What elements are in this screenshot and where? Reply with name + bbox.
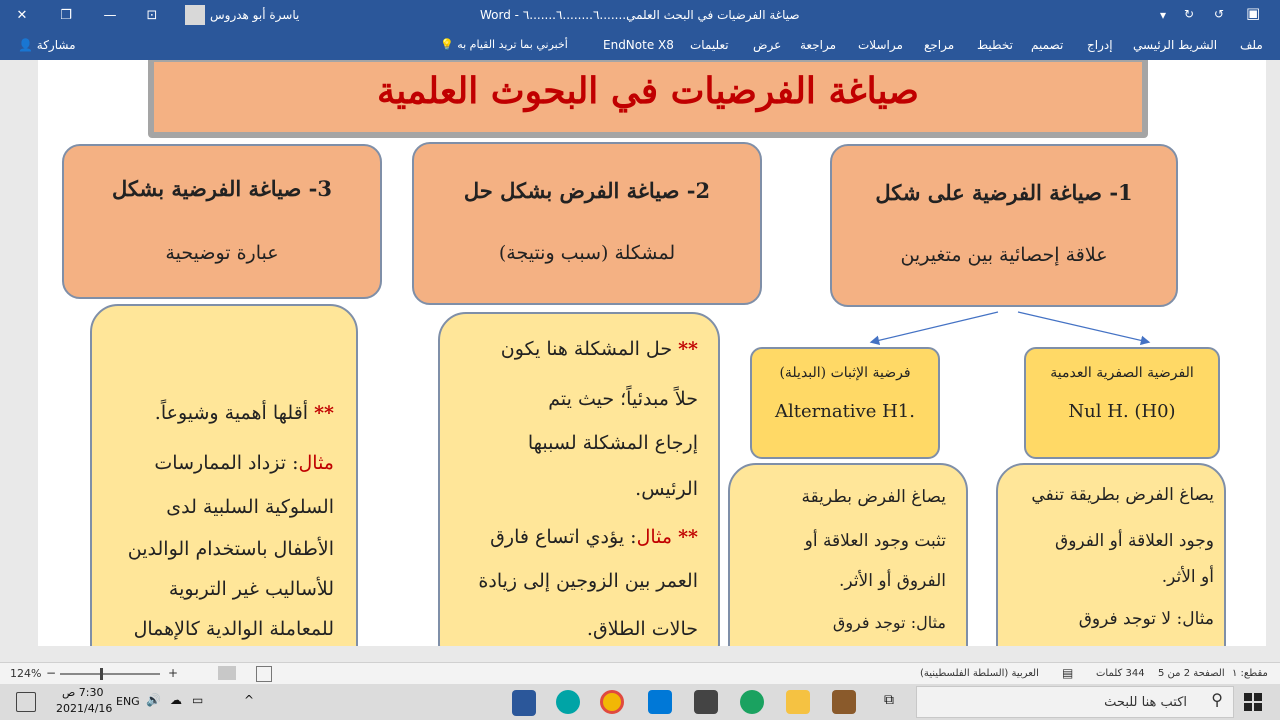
tab-view[interactable]: عرض [753,38,782,52]
read-mode-button[interactable] [256,666,272,682]
mid-stars: ** [678,338,698,360]
tab-references[interactable]: مراجع [924,38,955,52]
category-box-1 [830,144,1178,307]
title-banner [148,60,1148,138]
person-icon: 👤 [18,38,33,52]
file-explorer-app-icon[interactable] [786,690,810,714]
tab-endnote[interactable]: EndNote X8 [603,38,674,52]
save-icon[interactable]: ▣ [1246,4,1261,22]
mid-example-label: مثال [636,526,673,548]
battery-icon[interactable]: ▭ [192,693,204,707]
ribbon-tabs [0,30,1280,60]
section-indicator[interactable]: مقطع: ١ [1232,668,1268,679]
document-title: Word - صياغة الفرضيات في البحث العلمي.......٦........٦.......٦ [480,8,800,22]
system-tray-chevron-icon[interactable]: ^ [244,693,255,707]
clock-time[interactable]: 7:30 ص [62,686,104,699]
document-page[interactable] [38,60,1266,646]
null-description-line: وجود العلاقة أو الفروق [1055,531,1214,551]
page-title: صياغة الفرضيات في البحوث العلمية [376,70,919,112]
chrome-app-icon[interactable] [600,690,624,714]
null-hypothesis-english: Nul H. (H0) [1068,401,1176,422]
zoom-in-button[interactable]: + [168,666,179,680]
mid-example-stars: ** [678,526,698,548]
category-box-1-line1: 1- صياغة الفرضية على شكل [875,180,1133,205]
alt-description-line: مثال: توجد فروق [832,613,946,632]
alternative-description-box [728,463,968,646]
left-example-line: للأساليب غير التربوية [168,578,334,600]
tab-file[interactable]: ملف [1240,38,1263,52]
mid-line: حل المشكلة هنا يكون [500,338,673,360]
null-description-line: أو الأثر. [1161,567,1214,587]
edge-app-icon[interactable] [740,690,764,714]
zoom-level[interactable]: 124% [10,667,42,680]
null-hypothesis-arabic: الفرضية الصفرية العدمية [1050,365,1194,381]
redo-icon[interactable]: ↻ [1184,7,1195,21]
mid-example-line [490,526,698,548]
category-box-3 [62,144,382,299]
ribbon-display-options-button[interactable]: ⊡ [146,7,158,23]
mid-example-text: : يؤدي اتساع فارق [490,526,637,548]
mid-example-line: العمر بين الزوجين إلى زيادة [478,570,698,592]
word-app-icon[interactable] [512,690,536,716]
status-bar [0,662,1280,685]
mid-first-line [501,338,698,360]
cloud-icon[interactable]: ☁ [170,693,182,707]
share-button[interactable]: 👤 مشاركة [18,38,76,52]
zoom-slider-thumb[interactable] [100,668,103,680]
proofing-icon[interactable]: ▤ [1062,666,1074,680]
store-app-icon[interactable] [694,690,718,714]
category-box-2-line1: 2- صياغة الفرض بشكل حل [463,178,711,203]
taskbar-search-input[interactable]: اكتب هنا للبحث [1104,695,1187,710]
page-indicator[interactable]: الصفحة 2 من 5 [1158,668,1225,679]
start-button[interactable] [1244,693,1262,711]
undo-icon[interactable]: ↺ [1214,7,1225,21]
keyboard-language[interactable]: ENG [116,695,140,708]
minimize-button[interactable]: — [103,7,117,23]
category-box-3-line1: 3- صياغة الفرضية بشكل [111,176,333,201]
category-box-1-line2: علاقة إحصائية بين متغيرين [900,244,1108,266]
category-box-3-line2: عبارة توضيحية [165,242,279,264]
windows-logo-icon [1244,693,1262,711]
left-line: أقلها أهمية وشيوعاً. [154,402,309,424]
left-example-text: : تزداد الممارسات [154,452,299,474]
tab-layout[interactable]: تخطيط [977,38,1013,52]
left-first-line [155,402,334,424]
mid-example-line: حالات الطلاق. [586,618,698,640]
left-stars: ** [314,402,334,424]
user-avatar[interactable] [185,5,205,25]
left-example-line: الأطفال باستخدام الوالدين [127,538,334,560]
zoom-slider[interactable] [60,673,160,675]
tab-design[interactable]: تصميم [1031,38,1064,52]
zoom-out-button[interactable]: − [46,666,57,680]
category-box-2 [412,142,762,305]
null-hypothesis-box [1024,347,1220,459]
left-example-label: مثال [298,452,334,474]
alternative-hypothesis-english: Alternative H1. [775,401,915,422]
tab-review[interactable]: مراجعة [800,38,837,52]
maximize-button[interactable]: ❐ [60,7,72,23]
tab-mailings[interactable]: مراسلات [858,38,903,52]
clock-date[interactable]: 2021/4/16 [56,702,113,715]
left-example-line: السلوكية السلبية لدى [166,496,334,518]
app-icon[interactable] [832,690,856,714]
print-layout-button[interactable] [218,666,236,680]
word-count[interactable]: 344 كلمات [1096,668,1145,679]
null-description-line: مثال: لا توجد فروق [1078,609,1214,629]
null-description-box [996,463,1226,646]
mid-line: حلاً مبدئياً؛ حيث يتم [548,388,698,410]
taskbar [0,684,1280,720]
edge-legacy-app-icon[interactable] [556,690,580,714]
tab-help[interactable]: تعليمات [690,38,729,52]
tab-insert[interactable]: إدراج [1087,38,1113,52]
mid-line: الرئيس. [635,478,698,500]
taskbar-search-box[interactable] [916,686,1234,718]
problem-solution-description-box [438,312,720,646]
lightbulb-icon: 💡 [440,38,454,51]
document-area[interactable] [0,60,1280,646]
tab-home[interactable]: الشريط الرئيسي [1133,38,1218,52]
null-description-line: يصاغ الفرض بطريقة تنفي [1031,485,1214,505]
customize-qat-icon[interactable]: ▾ [1160,8,1167,22]
close-button[interactable]: ✕ [16,7,28,23]
alt-description-line: الفروق أو الأثر. [839,571,946,591]
notification-icon[interactable] [16,692,36,712]
mid-line: إرجاع المشكلة لسببها [527,432,698,454]
alternative-hypothesis-arabic: فرضية الإثبات (البديلة) [779,365,911,381]
language-indicator[interactable]: العربية (السلطة الفلسطينية) [920,668,1039,679]
category-box-2-line2: لمشكلة (سبب ونتيجة) [498,242,676,264]
explanatory-description-box [90,304,358,646]
alt-description-line: يصاغ الفرض بطريقة [801,487,946,507]
volume-icon[interactable]: 🔊 [146,693,161,707]
search-icon: ⚲ [1211,690,1223,709]
alt-description-line: تثبت وجود العلاقة أو [804,531,946,551]
tell-me-search[interactable]: 💡 أخبرني بما تريد القيام به [440,38,568,51]
user-name[interactable]: ياسرة أبو هدروس [210,8,300,22]
left-example-line: للمعاملة الوالدية كالإهمال [133,618,334,640]
mail-app-icon[interactable] [648,690,672,714]
alternative-hypothesis-box [750,347,940,459]
task-view-button[interactable]: ⧉ [884,692,894,708]
left-example-line [154,452,334,474]
title-bar [0,0,1280,30]
